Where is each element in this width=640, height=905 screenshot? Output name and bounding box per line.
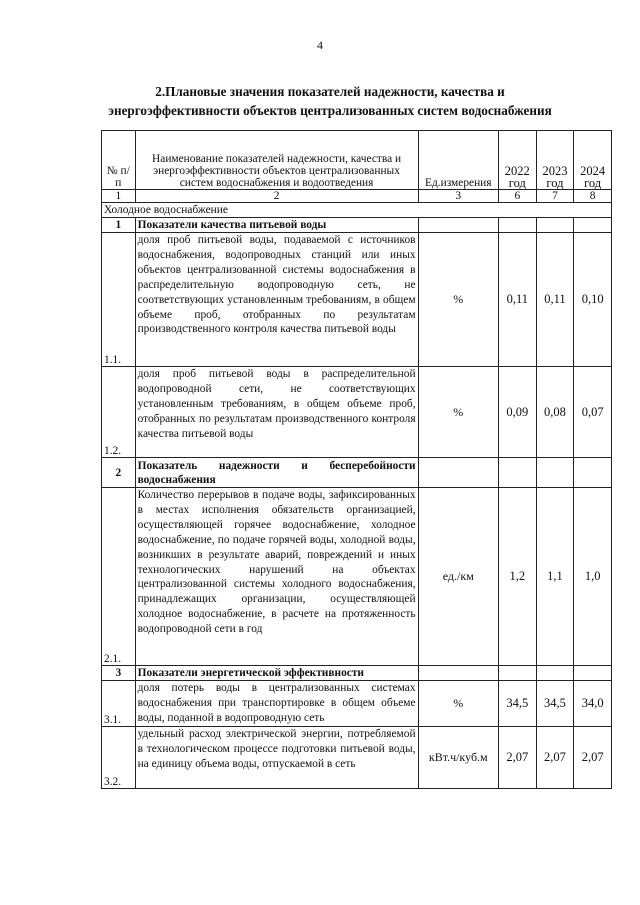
value-2022: 34,5 [498,681,536,727]
header-unit: Ед.измерения [418,131,498,190]
indicators-table [101,130,612,789]
group-row [102,666,612,681]
group-row [102,218,612,233]
header-no: № п/п [102,131,136,190]
table-row [102,488,612,666]
column-index: 7 [536,190,574,203]
group-number: 3 [102,666,136,681]
value-2024: 1,0 [574,488,612,666]
value-2022: 1,2 [498,488,536,666]
column-index: 2 [135,190,418,203]
table-row [102,727,612,789]
value-2022: 0,09 [498,367,536,458]
value-2023: 2,07 [536,727,574,789]
value-2024: 0,10 [574,233,612,367]
item-name: удельный расход электрической энергии, потребляемой в технологическом процессе подготовки питьевой воды, на единицу объема воды, отпускаемой в сеть [135,727,418,789]
item-number: 2.1. [102,488,136,666]
item-number: 1.2. [102,367,136,458]
group-number: 1 [102,218,136,233]
table-header-row [102,131,612,190]
table-row [102,681,612,727]
column-index: 3 [418,190,498,203]
column-index: 6 [498,190,536,203]
item-unit: % [418,233,498,367]
value-2024: 0,07 [574,367,612,458]
value-2022: 0,11 [498,233,536,367]
group-row [102,458,612,488]
header-name: Наименование показателей надежности, качества и энергоэффективности объектов централизованных систем водоснабжения и водоотведения [135,131,418,190]
value-2023: 0,11 [536,233,574,367]
header-2024: 2024 год [574,131,612,190]
table-row [102,233,612,367]
title-line-1: 2.Плановые значения показателей надежности, качества и [155,84,505,99]
section-row [102,203,612,218]
group-number: 2 [102,458,136,488]
value-2023: 1,1 [536,488,574,666]
item-name: Количество перерывов в подаче воды, зафиксированных в местах исполнения обязательств организацией, осуществляющей горячее водоснабжение, холодное водоснабжение, по подаче горячей воды, холодной воды, возникших в результате аварий, повреждений и иных технологических нарушений на объектах централизованной системы холодного водоснабжения, принадлежащих организации, осуществляющей холодное водоснабжение, в расчете на протяженность водопроводной сети в год [135,488,418,666]
item-number: 1.1. [102,233,136,367]
item-unit: % [418,367,498,458]
item-number: 3.2. [102,727,136,789]
table-row [102,367,612,458]
group-name: Показатели качества питьевой воды [135,218,418,233]
document-title [90,82,570,120]
section-title: Холодное водоснабжение [102,203,612,218]
item-name: доля проб питьевой воды, подаваемой с источников водоснабжения, водопроводных станций или иных объектов централизованной системы водоснабжения в распределительную водопроводную сеть, не соответствующих установленным требованиям, в общем объеме проб, отобранных по результатам производственного контроля качества питьевой воды [135,233,418,367]
value-2024: 2,07 [574,727,612,789]
value-2022: 2,07 [498,727,536,789]
group-name: Показатель надежности и бесперебойности водоснабжения [135,458,418,488]
group-name: Показатели энергетической эффективности [135,666,418,681]
header-2023: 2023 год [536,131,574,190]
page-number: 4 [317,38,323,52]
header-2022: 2022 год [498,131,536,190]
column-index: 1 [102,190,136,203]
item-unit: % [418,681,498,727]
column-index: 8 [574,190,612,203]
item-unit: кВт.ч/куб.м [418,727,498,789]
column-index-row [102,190,612,203]
item-unit: ед./км [418,488,498,666]
title-line-2: энергоэффективности объектов централизованных систем водоснабжения [108,103,552,118]
value-2024: 34,0 [574,681,612,727]
item-number: 3.1. [102,681,136,727]
item-name: доля потерь воды в централизованных системах водоснабжения при транспортировке в общем объеме воды, поданной в водопроводную сеть [135,681,418,727]
item-name: доля проб питьевой воды в распределительной водопроводной сети, не соответствующих установленным требованиям, в общем объеме проб, отобранных по результатам производственного контроля качества питьевой воды [135,367,418,458]
value-2023: 34,5 [536,681,574,727]
value-2023: 0,08 [536,367,574,458]
